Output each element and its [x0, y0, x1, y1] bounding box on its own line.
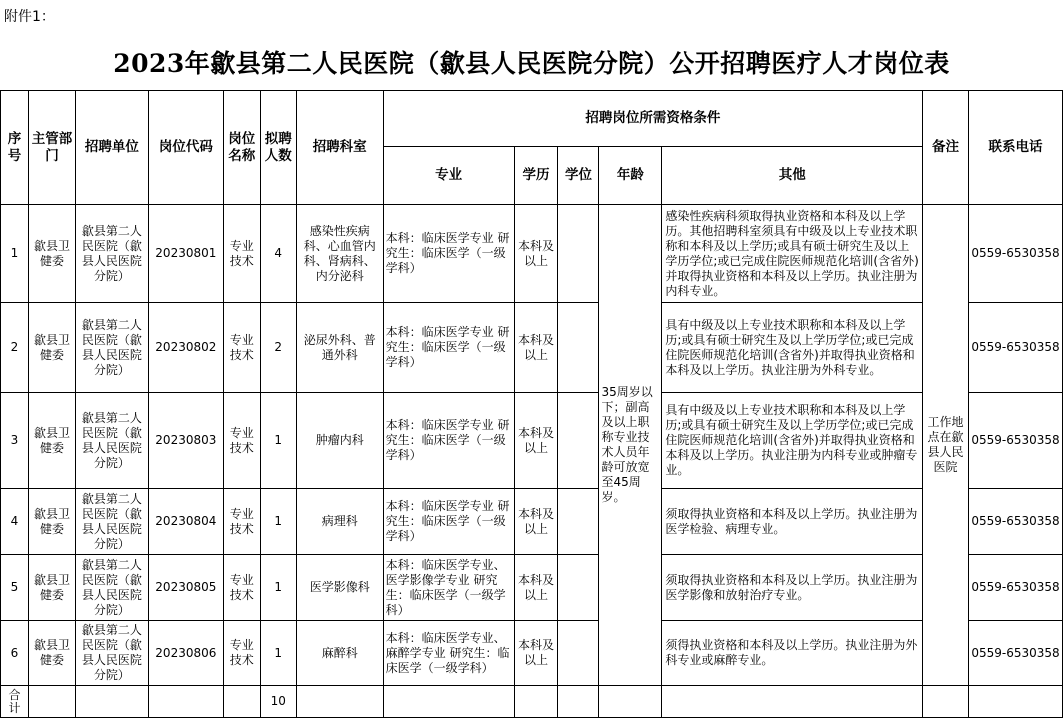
cell-post: 专业技术 [223, 393, 260, 489]
cell-edu: 本科及以上 [514, 205, 558, 303]
empty-cell [28, 686, 75, 718]
cell-post: 专业技术 [223, 303, 260, 393]
cell-degree [558, 621, 599, 686]
cell-edu: 本科及以上 [514, 489, 558, 555]
header-code: 岗位代码 [148, 91, 223, 205]
cell-degree [558, 489, 599, 555]
empty-cell [223, 686, 260, 718]
cell-code: 20230801 [148, 205, 223, 303]
cell-count: 4 [260, 205, 296, 303]
header-post: 岗位名称 [223, 91, 260, 205]
table-row [1, 393, 1063, 489]
cell-unit: 歙县第二人民医院（歙县人民医院分院） [75, 303, 148, 393]
total-count: 10 [260, 686, 296, 718]
cell-seq: 6 [1, 621, 29, 686]
header-remark: 备注 [923, 91, 969, 205]
header-phone: 联系电话 [969, 91, 1063, 205]
cell-dept: 歙县卫健委 [28, 621, 75, 686]
cell-major: 本科：临床医学专业 研究生：临床医学（一级学科） [383, 489, 514, 555]
cell-code: 20230803 [148, 393, 223, 489]
cell-major: 本科：临床医学专业 研究生：临床医学（一级学科） [383, 303, 514, 393]
cell-phone: 0559-6530358 [969, 303, 1063, 393]
cell-count: 1 [260, 621, 296, 686]
cell-dept: 歙县卫健委 [28, 303, 75, 393]
table-row [1, 555, 1063, 621]
cell-remark-shared: 工作地点在歙县人民医院 [923, 205, 969, 686]
cell-code: 20230802 [148, 303, 223, 393]
cell-office: 感染性疾病科、心血管内科、肾病科、内分泌科 [296, 205, 383, 303]
recruitment-table [0, 90, 1063, 718]
header-seq: 序号 [1, 91, 29, 205]
cell-phone: 0559-6530358 [969, 555, 1063, 621]
cell-dept: 歙县卫健委 [28, 555, 75, 621]
header-major: 专业 [383, 147, 514, 205]
cell-degree [558, 303, 599, 393]
header-degree: 学位 [558, 147, 599, 205]
table-row [1, 205, 1063, 303]
cell-code: 20230805 [148, 555, 223, 621]
total-label: 合计 [1, 686, 29, 718]
empty-cell [75, 686, 148, 718]
empty-cell [923, 686, 969, 718]
cell-major: 本科：临床医学专业 研究生：临床医学（一级学科） [383, 205, 514, 303]
header-age: 年龄 [599, 147, 662, 205]
cell-office: 泌尿外科、普通外科 [296, 303, 383, 393]
cell-post: 专业技术 [223, 489, 260, 555]
cell-unit: 歙县第二人民医院（歙县人民医院分院） [75, 205, 148, 303]
cell-office: 肿瘤内科 [296, 393, 383, 489]
cell-major: 本科：临床医学专业、医学影像学专业 研究生：临床医学（一级学科） [383, 555, 514, 621]
cell-post: 专业技术 [223, 621, 260, 686]
cell-other: 须取得执业资格和本科及以上学历。执业注册为医学影像和放射治疗专业。 [662, 555, 923, 621]
cell-other: 须得执业资格和本科及以上学历。执业注册为外科专业或麻醉专业。 [662, 621, 923, 686]
cell-major: 本科：临床医学专业 研究生：临床医学（一级学科） [383, 393, 514, 489]
cell-phone: 0559-6530358 [969, 621, 1063, 686]
header-row-top [1, 91, 1063, 147]
cell-code: 20230806 [148, 621, 223, 686]
cell-count: 1 [260, 555, 296, 621]
header-dept: 主管部门 [28, 91, 75, 205]
header-edu: 学历 [514, 147, 558, 205]
cell-unit: 歙县第二人民医院（歙县人民医院分院） [75, 621, 148, 686]
cell-edu: 本科及以上 [514, 393, 558, 489]
empty-cell [148, 686, 223, 718]
table-row [1, 489, 1063, 555]
cell-code: 20230804 [148, 489, 223, 555]
header-count: 拟聘人数 [260, 91, 296, 205]
total-row [1, 686, 1063, 718]
cell-major: 本科：临床医学专业、麻醉学专业 研究生：临床医学（一级学科） [383, 621, 514, 686]
cell-other: 感染性疾病科须取得执业资格和本科及以上学历。其他招聘科室须具有中级及以上专业技术职称和本科及以上学历;或具有硕士研究生及以上学历学位;或已完成住院医师规范化培训(含省外)并取得执业资格和本科及以上学历。执业注册为内科专业。 [662, 205, 923, 303]
cell-other: 须取得执业资格和本科及以上学历。执业注册为医学检验、病理专业。 [662, 489, 923, 555]
cell-post: 专业技术 [223, 205, 260, 303]
empty-cell [662, 686, 923, 718]
cell-phone: 0559-6530358 [969, 393, 1063, 489]
cell-seq: 3 [1, 393, 29, 489]
cell-edu: 本科及以上 [514, 621, 558, 686]
cell-dept: 歙县卫健委 [28, 489, 75, 555]
cell-phone: 0559-6530358 [969, 205, 1063, 303]
cell-count: 1 [260, 393, 296, 489]
header-unit: 招聘单位 [75, 91, 148, 205]
table-row [1, 621, 1063, 686]
cell-other: 具有中级及以上专业技术职称和本科及以上学历;或具有硕士研究生及以上学历学位;或已完成住院医师规范化培训(含省外)并取得执业资格和本科及以上学历。执业注册为内科专业或肿瘤专业。 [662, 393, 923, 489]
attachment-label: 附件1： [4, 9, 55, 25]
cell-other: 具有中级及以上专业技术职称和本科及以上学历;或具有硕士研究生及以上学历学位;或已完成住院医师规范化培训(含省外)并取得执业资格和本科及以上学历。执业注册为外科专业。 [662, 303, 923, 393]
header-qualification-group: 招聘岗位所需资格条件 [383, 91, 922, 147]
empty-cell [558, 686, 599, 718]
header-other: 其他 [662, 147, 923, 205]
cell-unit: 歙县第二人民医院（歙县人民医院分院） [75, 393, 148, 489]
page-title: 2023年歙县第二人民医院（歙县人民医院分院）公开招聘医疗人才岗位表 [113, 49, 950, 78]
cell-dept: 歙县卫健委 [28, 205, 75, 303]
cell-seq: 2 [1, 303, 29, 393]
cell-age-shared: 35周岁以下；副高及以上职称专业技术人员年龄可放宽至45周岁。 [599, 205, 662, 686]
cell-unit: 歙县第二人民医院（歙县人民医院分院） [75, 555, 148, 621]
empty-cell [599, 686, 662, 718]
empty-cell [383, 686, 514, 718]
cell-count: 1 [260, 489, 296, 555]
empty-cell [969, 686, 1063, 718]
header-office: 招聘科室 [296, 91, 383, 205]
cell-degree [558, 393, 599, 489]
empty-cell [514, 686, 558, 718]
cell-seq: 5 [1, 555, 29, 621]
cell-dept: 歙县卫健委 [28, 393, 75, 489]
cell-count: 2 [260, 303, 296, 393]
cell-unit: 歙县第二人民医院（歙县人民医院分院） [75, 489, 148, 555]
cell-office: 麻醉科 [296, 621, 383, 686]
cell-degree [558, 555, 599, 621]
cell-phone: 0559-6530358 [969, 489, 1063, 555]
cell-office: 病理科 [296, 489, 383, 555]
cell-edu: 本科及以上 [514, 303, 558, 393]
cell-post: 专业技术 [223, 555, 260, 621]
cell-degree [558, 205, 599, 303]
empty-cell [296, 686, 383, 718]
cell-seq: 4 [1, 489, 29, 555]
cell-edu: 本科及以上 [514, 555, 558, 621]
cell-seq: 1 [1, 205, 29, 303]
cell-office: 医学影像科 [296, 555, 383, 621]
table-row [1, 303, 1063, 393]
